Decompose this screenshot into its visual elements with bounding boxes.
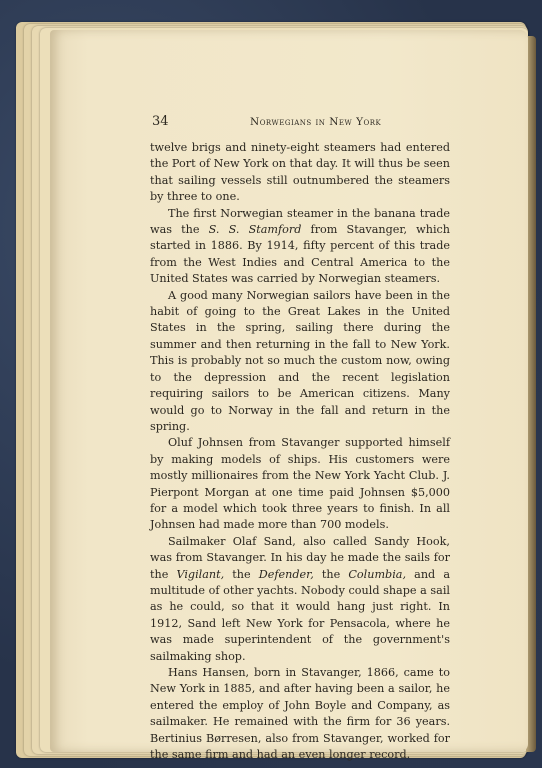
- paragraph-text: A good many Norwegian sailors have been in the habit of going to the Great Lakes in the United States in the spring, sailing there during the summer and then returning in the fall to New York. This is probably not so much the custom now, owing to the depression and the recent legislation requiring sailors to be American citizens. Many would go to Norway in the fall and return in the spring.: [150, 288, 450, 433]
- paragraph-text: and a multitude of other yachts. Nobody could shape a sail as he could, so that it would hang just right. In 1912, Sand left New York for Pensacola, where he was made superintendent of the government's sailmaking shop.: [150, 567, 450, 663]
- paragraph-text: the: [313, 567, 349, 581]
- paragraph: [150, 206, 450, 288]
- paragraph-text: twelve brigs and ninety-eight steamers had entered the Port of New York on that day. It will thus be seen that sailing vessels still outnumbered the steamers by three to one.: [150, 141, 450, 204]
- page-number: 34: [152, 114, 169, 129]
- paragraph: [150, 288, 450, 436]
- paragraph-text: Sailmaker Olaf Sand, also called Sandy Hook, was from Stavanger. In his day he made the sails for the: [150, 534, 450, 581]
- paragraph: [150, 140, 450, 206]
- page-body: [150, 140, 450, 763]
- yacht-name: Columbia,: [348, 567, 407, 581]
- paragraph-text: Oluf Johnsen from Stavanger supported himself by making models of ships. His customers were mostly millionaires from the New York Yacht Club. J. Pierpont Morgan at one time paid Johnsen $5,000 for a model which took three years to finish. In all Johnsen had made more than 700 models.: [150, 436, 450, 532]
- page-header: [152, 114, 446, 132]
- yacht-name: Vigilant,: [176, 567, 225, 581]
- paragraph-text: the: [224, 567, 259, 581]
- paragraph: [150, 435, 450, 533]
- paragraph-text: The first Norwegian steamer in the banana trade was the: [150, 206, 450, 237]
- paragraph: [150, 534, 450, 665]
- running-head: Norwegians in New York: [250, 116, 382, 128]
- paragraph-text: Hans Hansen, born in Stavanger, 1866, came to New York in 1885, and after having been a sailor, he entered the employ of John Boyle and Company, as sailmaker. He remained with the firm for 36 years. Bertinius Børresen, also from Stavanger, worked for the same firm and had an even longer record.: [150, 666, 450, 762]
- paragraph-text: from Stavanger, which started in 1886. By 1914, fifty percent of this trade from the West Indies and Central America to the United States was carried by Norwegian steamers.: [150, 223, 451, 286]
- ship-name: S. S. Stamford: [208, 223, 302, 237]
- paragraph: [150, 665, 450, 763]
- yacht-name: Defender,: [258, 567, 314, 581]
